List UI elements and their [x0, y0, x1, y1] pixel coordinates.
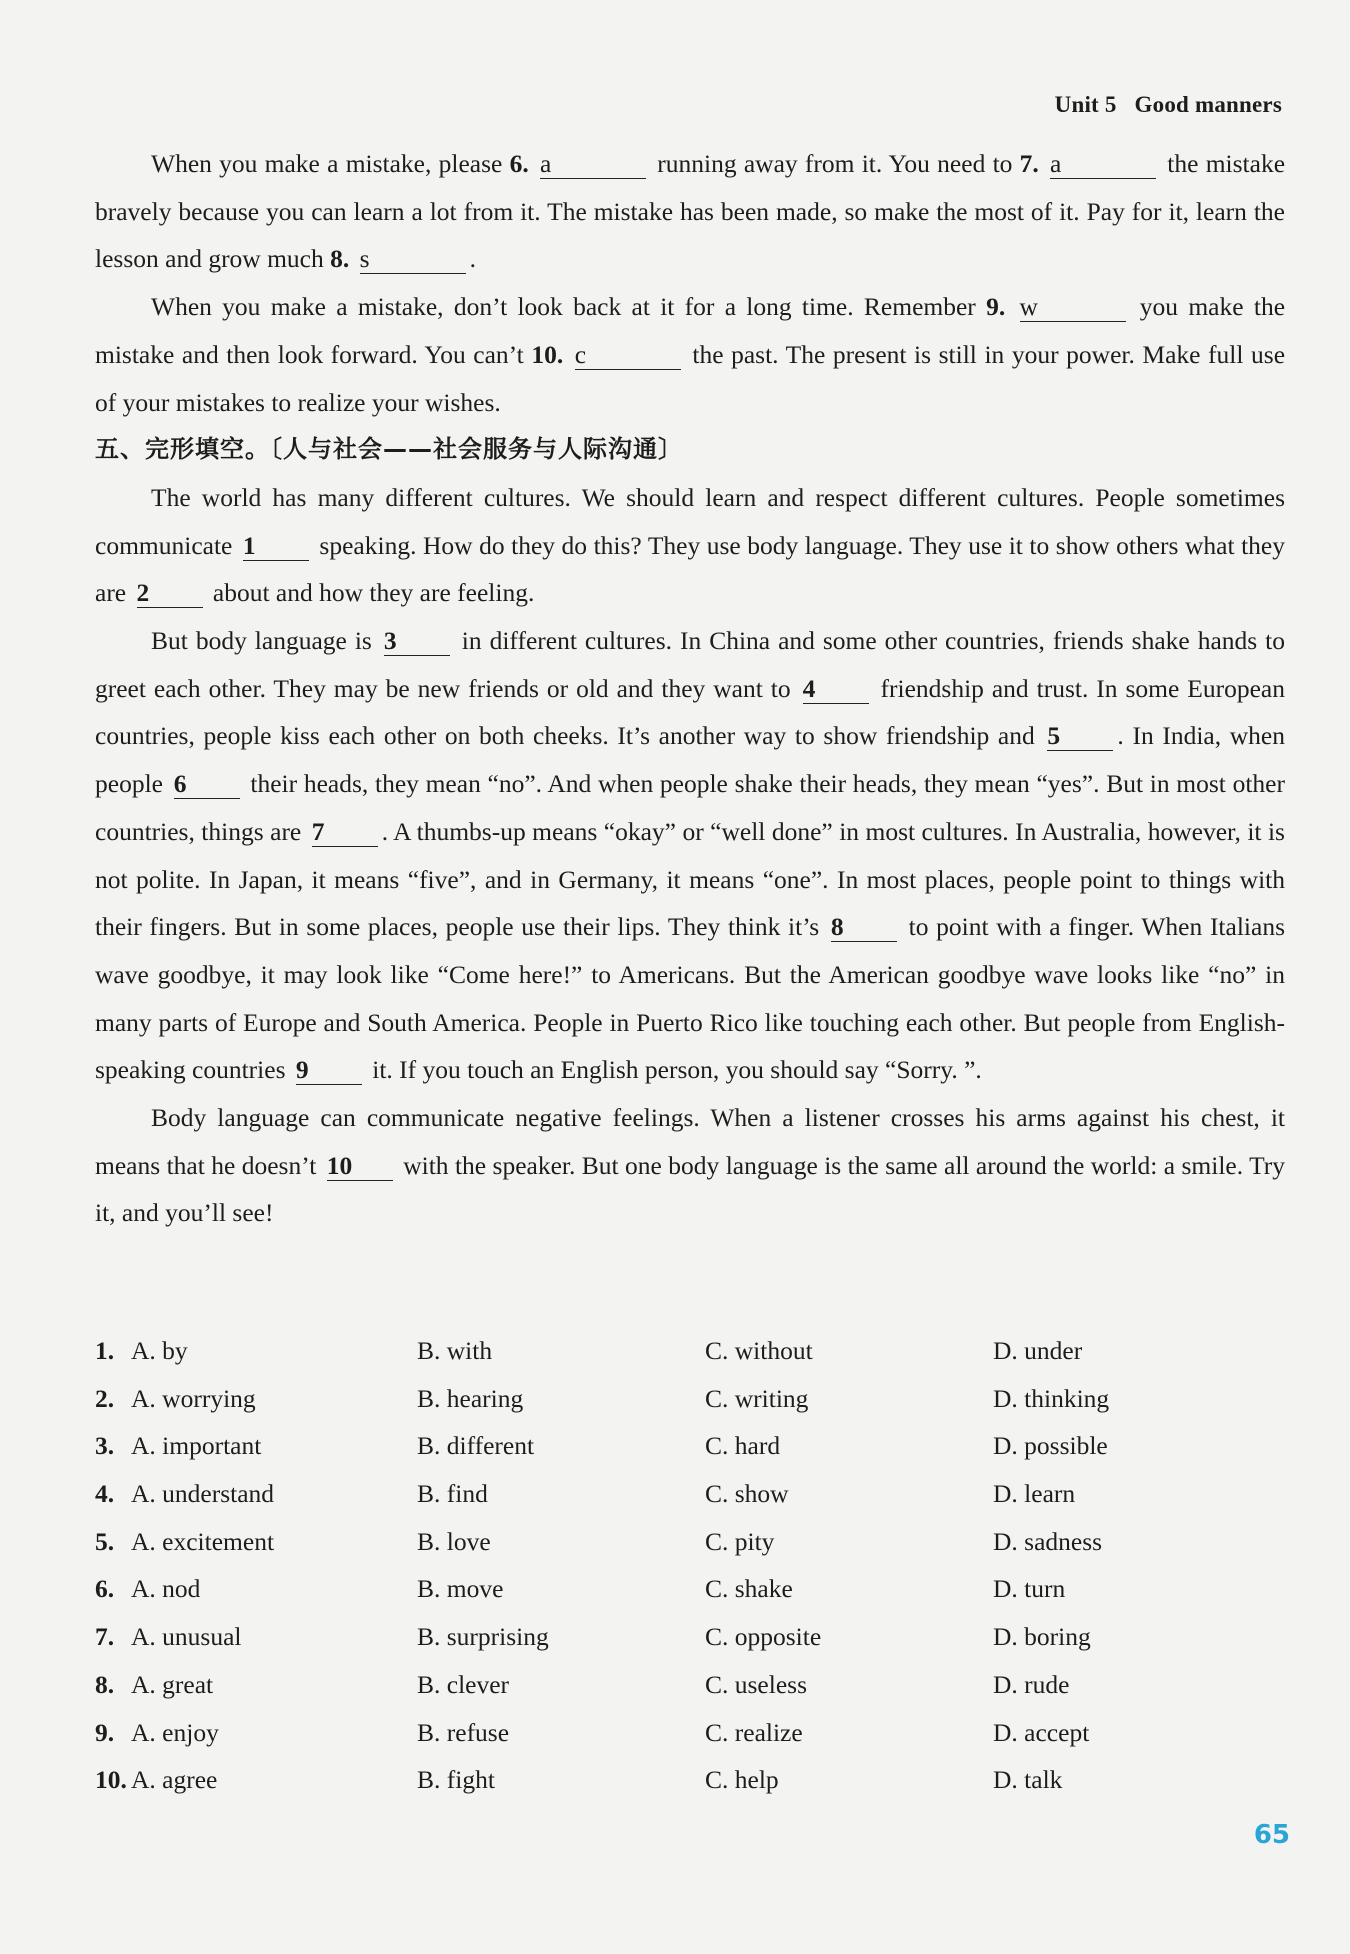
option-row — [95, 1613, 1285, 1661]
option-b[interactable]: B. refuse — [417, 1717, 510, 1747]
option-c[interactable]: C. shake — [705, 1574, 793, 1604]
cloze-blank-6[interactable]: 6 — [174, 770, 240, 799]
cloze-blank-8[interactable]: 8 — [831, 913, 897, 942]
option-row — [95, 1422, 1285, 1470]
option-row — [95, 1661, 1285, 1709]
unit-title: Good manners — [1134, 92, 1282, 117]
word-blank-7[interactable]: a — [1050, 150, 1156, 179]
cloze-blank-10[interactable]: 10 — [327, 1152, 393, 1181]
option-row — [95, 1327, 1285, 1375]
option-d[interactable]: D. talk — [993, 1765, 1063, 1795]
option-row — [95, 1709, 1285, 1757]
text-run: you make the mistake and then look forward. You can’t — [95, 292, 1286, 369]
text-run: But body language is — [151, 626, 380, 656]
option-d[interactable]: D. thinking — [993, 1383, 1110, 1413]
page-number: 65 — [1253, 1820, 1290, 1850]
option-row — [95, 1565, 1285, 1613]
option-d[interactable]: D. possible — [993, 1431, 1108, 1461]
option-d[interactable]: D. sadness — [993, 1526, 1103, 1556]
text-run: it. If you touch an English person, you should say “Sorry. ”. — [365, 1055, 982, 1085]
text-run: . — [469, 244, 477, 274]
option-row — [95, 1470, 1285, 1518]
question-number: 10. — [95, 1765, 127, 1795]
cloze-paragraph-1 — [95, 474, 1285, 617]
text-run: . A thumbs-up means “okay” or “well done” in most cultures. In Australia, however, it is not polite. In Japan, it means “five”, and in Germany, it means “one”. In most places, people point to things with their fingers. But in some places, people use their lips. They think it’s — [95, 816, 1285, 942]
cloze-blank-4[interactable]: 4 — [803, 675, 869, 704]
word-fill-paragraph-1 — [95, 140, 1285, 283]
cloze-blank-7[interactable]: 7 — [312, 818, 378, 847]
text-run: to point with a finger. When Italians wave goodbye, it may look like “Come here!” to Americans. But the American goodbye wave looks like “no” in many parts of Europe and South America. People in Puerto Rico like touching each other. But people from English-speaking countries — [95, 912, 1285, 1085]
option-a[interactable]: A. important — [131, 1431, 262, 1461]
text-run: When you make a mistake, don’t look back at it for a long time. Remember — [151, 292, 987, 322]
text-run: . In India, when people — [95, 721, 1286, 799]
option-b[interactable]: B. different — [417, 1431, 535, 1461]
question-number: 1. — [95, 1336, 115, 1365]
option-a[interactable]: A. excitement — [131, 1526, 275, 1556]
cloze-paragraph-3 — [95, 1094, 1285, 1237]
option-d[interactable]: D. under — [993, 1336, 1083, 1365]
question-number: 5. — [95, 1526, 115, 1556]
option-d[interactable]: D. rude — [993, 1669, 1070, 1699]
option-a[interactable]: A. great — [131, 1669, 214, 1699]
exercise-text — [95, 140, 1285, 1237]
option-c[interactable]: C. useless — [705, 1669, 807, 1699]
question-number: 8. — [95, 1669, 115, 1699]
option-c[interactable]: C. help — [705, 1765, 779, 1795]
option-row — [95, 1375, 1285, 1423]
question-number: 2. — [95, 1383, 115, 1413]
text-run: running away from it. You need to — [650, 149, 1020, 178]
text-run: their heads, they mean “no”. And when people shake their heads, they mean “yes”. But in most other countries, things are — [95, 769, 1285, 846]
text-run: the mistake bravely because you can learn a lot from it. The mistake has been made, so make the most of it. Pay for it, learn the lesson and grow much — [95, 149, 1286, 274]
cloze-blank-5[interactable]: 5 — [1047, 722, 1113, 751]
option-a[interactable]: A. unusual — [131, 1622, 242, 1652]
option-row — [95, 1518, 1285, 1566]
option-a[interactable]: A. understand — [131, 1479, 275, 1509]
option-b[interactable]: B. hearing — [417, 1383, 524, 1413]
option-c[interactable]: C. writing — [705, 1383, 809, 1413]
text-run: Body language can communicate negative feelings. When a listener crosses his arms against his chest, it means that he doesn’t — [95, 1103, 1285, 1180]
option-c[interactable]: C. realize — [705, 1717, 803, 1747]
word-blank-6[interactable]: a — [540, 150, 646, 179]
word-fill-paragraph-2 — [95, 283, 1285, 426]
option-a[interactable]: A. nod — [131, 1574, 201, 1604]
option-c[interactable]: C. without — [705, 1336, 813, 1365]
option-b[interactable]: B. move — [417, 1574, 504, 1604]
option-b[interactable]: B. find — [417, 1479, 488, 1509]
blank-number-6: 6. — [509, 149, 529, 178]
text-run: in different cultures. In China and some other countries, friends shake hands to greet each other. They may be new friends or old and they want to — [95, 626, 1285, 703]
cloze-blank-3[interactable]: 3 — [384, 627, 450, 656]
text-run: The world has many different cultures. We should learn and respect different cultures. People sometimes communicate — [95, 482, 1285, 560]
option-b[interactable]: B. fight — [417, 1765, 495, 1795]
option-d[interactable]: D. boring — [993, 1622, 1091, 1652]
question-number: 9. — [95, 1717, 115, 1747]
word-blank-10[interactable]: c — [575, 341, 681, 370]
option-row — [95, 1756, 1285, 1804]
option-c[interactable]: C. show — [705, 1479, 789, 1509]
cloze-blank-1[interactable]: 1 — [243, 532, 309, 561]
option-c[interactable]: C. pity — [705, 1526, 775, 1556]
question-number: 3. — [95, 1431, 115, 1461]
text-run: about and how they are feeling. — [206, 578, 535, 608]
text-run: friendship and trust. In some European countries, people kiss each other on both cheeks. It’s another way to show friendship and — [95, 673, 1285, 751]
blank-number-9: 9. — [986, 292, 1006, 322]
cloze-blank-2[interactable]: 2 — [137, 579, 203, 608]
blank-number-8: 8. — [330, 244, 350, 274]
answer-options — [95, 1327, 1285, 1804]
option-d[interactable]: D. turn — [993, 1574, 1066, 1604]
word-blank-9[interactable]: w — [1020, 293, 1126, 322]
blank-number-10: 10. — [531, 339, 564, 369]
question-number: 6. — [95, 1574, 115, 1604]
option-a[interactable]: A. by — [131, 1336, 188, 1365]
blank-number-7: 7. — [1019, 149, 1039, 178]
option-d[interactable]: D. accept — [993, 1717, 1090, 1747]
option-c[interactable]: C. hard — [705, 1431, 781, 1461]
option-a[interactable]: A. worrying — [131, 1383, 256, 1413]
unit-label: Unit 5 — [1054, 92, 1117, 117]
text-run: When you make a mistake, please — [151, 149, 510, 178]
question-number: 7. — [95, 1622, 115, 1652]
option-c[interactable]: C. opposite — [705, 1622, 822, 1652]
option-b[interactable]: B. clever — [417, 1669, 510, 1699]
question-number: 4. — [95, 1479, 115, 1509]
text-run: with the speaker. But one body language is the same all around the world: a smile. Try it, and you’ll see! — [95, 1150, 1285, 1228]
option-b[interactable]: B. with — [417, 1336, 493, 1365]
text-run: speaking. How do they do this? They use body language. They use it to show others what they are — [95, 530, 1286, 608]
option-b[interactable]: B. surprising — [417, 1622, 549, 1652]
cloze-blank-9[interactable]: 9 — [296, 1056, 362, 1085]
text-run: the past. The present is still in your power. Make full use of your mistakes to realize your wishes. — [95, 339, 1286, 417]
word-blank-8[interactable]: s — [360, 245, 466, 274]
option-d[interactable]: D. learn — [993, 1479, 1076, 1509]
option-a[interactable]: A. enjoy — [131, 1717, 219, 1747]
option-b[interactable]: B. love — [417, 1526, 491, 1556]
option-a[interactable]: A. agree — [131, 1765, 218, 1795]
running-header — [1055, 92, 1282, 118]
section-heading: 五、完形填空。〔人与社会——社会服务与人际沟通〕 — [95, 435, 683, 464]
cloze-paragraph-2 — [95, 617, 1285, 1094]
